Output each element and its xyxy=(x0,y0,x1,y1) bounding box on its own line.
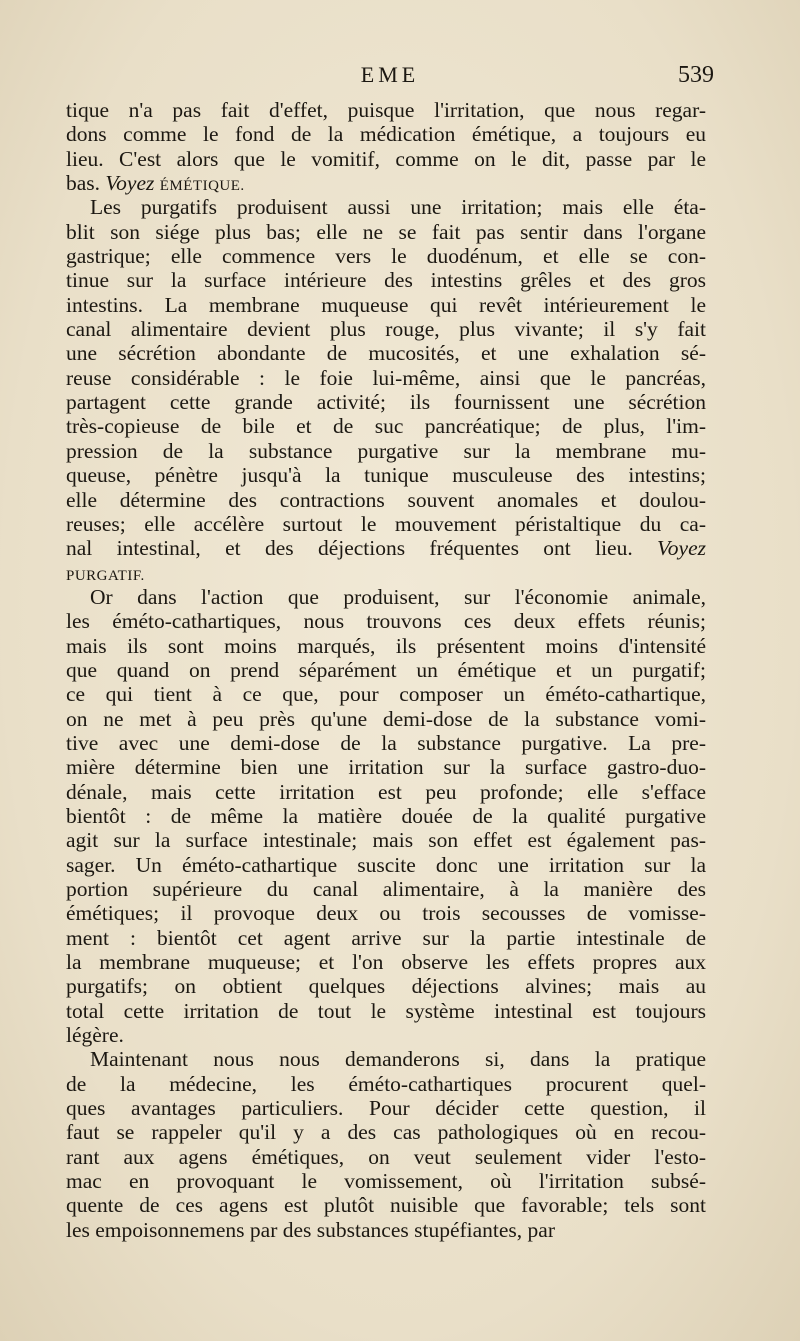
text-line: total cette irritation de tout le système intestinal est toujours xyxy=(66,998,706,1023)
text-line: ce qui tient à ce que, pour composer un éméto-cathartique, xyxy=(66,682,706,707)
text-line: portion supérieure du canal alimentaire, à la manière des xyxy=(66,877,706,901)
text-line: très-copieuse de bile et de suc pancréatique; de plus, l'im- xyxy=(66,414,706,439)
text-line: mac en provoquant le vomissement, où l'irritation subsé- xyxy=(66,1169,706,1194)
text-line: les éméto-cathartiques, nous trouvons ces deux effets réunis; xyxy=(66,609,706,634)
text-line: tive avec une demi-dose de la substance purgative. La pre- xyxy=(66,730,706,755)
text-line xyxy=(66,536,706,560)
cross-reference: ÉMÉTIQUE. xyxy=(159,178,245,195)
text-line: que quand on prend séparément un émétique et un purgatif; xyxy=(66,657,706,682)
text-line: intestins. La membrane muqueuse qui revêt intérieurement le xyxy=(66,292,706,317)
text-line: Les purgatifs produisent aussi une irritation; mais elle éta- xyxy=(90,195,706,220)
text-line: partagent cette grande activité; ils fournissent une sécrétion xyxy=(66,390,706,415)
text-line: tinue sur la surface intérieure des intestins grêles et des gros xyxy=(66,268,706,293)
italic-reference: Voyez xyxy=(105,171,155,196)
text-line: dénale, mais cette irritation est peu profonde; elle s'efface xyxy=(66,779,706,804)
text-line: Or dans l'action que produisent, sur l'économie animale, xyxy=(90,584,706,609)
text-line: ques avantages particuliers. Pour décider cette question, il xyxy=(66,1096,706,1121)
cross-reference: PURGATIF. xyxy=(66,567,145,584)
text-line: bientôt : de même la matière douée de la qualité purgative xyxy=(66,803,706,828)
text-line: pression de la substance purgative sur la membrane mu- xyxy=(66,438,706,463)
text-line: quente de ces agens est plutôt nuisible que favorable; tels sont xyxy=(66,1193,706,1218)
text-line: ment : bientôt cet agent arrive sur la partie intestinale de xyxy=(66,925,706,950)
text-line xyxy=(66,561,706,585)
text-line: une sécrétion abondante de mucosités, et une exhalation sé- xyxy=(66,341,706,366)
text-line: dons comme le fond de la médication émétique, a toujours eu xyxy=(66,122,706,147)
text-line: les empoisonnemens par des substances stupéfiantes, par xyxy=(66,1217,555,1242)
body-text xyxy=(66,98,706,1242)
page-number: 539 xyxy=(678,62,714,88)
italic-reference: Voyez xyxy=(657,536,706,561)
text-line: émétiques; il provoque deux ou trois secousses de vomisse- xyxy=(66,901,706,926)
text-line: reuse considérable : le foie lui-même, ainsi que le pancréas, xyxy=(66,365,706,390)
text-line: Maintenant nous nous demanderons si, dans la pratique xyxy=(90,1047,706,1072)
text-line: mière détermine bien une irritation sur la surface gastro-duo- xyxy=(66,755,706,780)
text-line: la membrane muqueuse; et l'on observe les effets propres aux xyxy=(66,950,706,975)
page-header xyxy=(66,62,714,96)
text-line: canal alimentaire devient plus rouge, plus vivante; il s'y fait xyxy=(66,317,706,342)
text-line: reuses; elle accélère surtout le mouvement péristaltique du ca- xyxy=(66,511,706,536)
text-line: on ne met à peu près qu'une demi-dose de la substance vomi- xyxy=(66,706,706,731)
text-line: lieu. C'est alors que le vomitif, comme on le dit, passe par le xyxy=(66,146,706,171)
text-line: légère. xyxy=(66,1023,124,1048)
text-line: de la médecine, les éméto-cathartiques procurent quel- xyxy=(66,1071,706,1096)
text-line: purgatifs; on obtient quelques déjections alvines; mais au xyxy=(66,974,706,999)
running-head: EME xyxy=(360,62,420,87)
text-line: queuse, pénètre jusqu'à la tunique musculeuse des intestins; xyxy=(66,463,706,488)
text-line xyxy=(66,171,706,195)
text-run: nal intestinal, et des déjections fréquentes ont lieu. xyxy=(66,536,658,561)
text-line: faut se rappeler qu'il y a des cas pathologiques où en recou- xyxy=(66,1120,706,1145)
text-line: gastrique; elle commence vers le duodénum, et elle se con- xyxy=(66,244,706,269)
text-line: sager. Un éméto-cathartique suscite donc une irritation sur la xyxy=(66,852,706,877)
text-line: mais ils sont moins marqués, ils présentent moins d'intensité xyxy=(66,633,706,658)
text-line: elle détermine des contractions souvent anomales et doulou- xyxy=(66,487,706,512)
text-line: rant aux agens émétiques, on veut seulement vider l'esto- xyxy=(66,1144,706,1169)
text-line: agit sur la surface intestinale; mais son effet est également pas- xyxy=(66,828,706,853)
text-line: blit son siége plus bas; elle ne se fait pas sentir dans l'organe xyxy=(66,219,706,244)
text-line: tique n'a pas fait d'effet, puisque l'irritation, que nous regar- xyxy=(66,98,706,122)
text-run: bas. xyxy=(66,171,106,196)
